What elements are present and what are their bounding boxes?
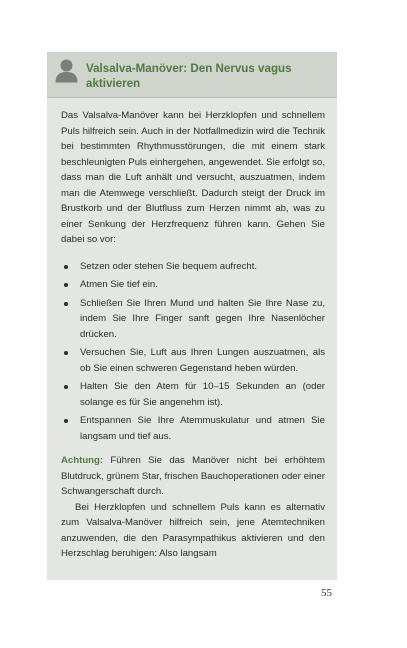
info-box-title: Valsalva-Manöver: Den Nervus vagus aktivieren	[86, 62, 292, 90]
closing-paragraph: Bei Herzklopfen und schnellem Puls kann es alternativ zum Valsalva-Manöver hilfreich sein, jene Atemtechniken anzuwenden, die den Parasympathikus aktivieren und den Herzschlag beruhigen: Also langsam	[61, 501, 325, 559]
list-item: Atmen Sie tief ein.	[61, 277, 325, 293]
warning-label: Achtung:	[61, 455, 104, 466]
list-item: Schließen Sie Ihren Mund und halten Sie Ihre Nase zu, indem Sie Ihre Finger sanft gegen Ihre Nasenlöcher drücken.	[61, 296, 325, 343]
list-item: Versuchen Sie, Luft aus Ihren Lungen auszuatmen, als ob Sie einen schweren Gegenstand heben würden.	[61, 345, 325, 376]
info-box	[47, 52, 337, 580]
info-box-header	[47, 52, 337, 98]
warning-text: Führen Sie das Manöver nicht bei erhöhtem Blutdruck, grünem Star, frischen Bauchoperationen oder einer Schwangerschaft durch.	[61, 455, 325, 497]
list-item: Halten Sie den Atem für 10–15 Sekunden an (oder solange es für Sie angenehm ist).	[61, 379, 325, 410]
list-item: Setzen oder stehen Sie bequem aufrecht.	[61, 259, 325, 275]
warning-paragraph	[61, 453, 325, 500]
page-number: 55	[321, 587, 332, 599]
intro-paragraph: Das Valsalva-Manöver kann bei Herzklopfen und schnellem Puls hilfreich sein. Auch in der Notfallmedizin wird die Technik bei bestimmten Rhythmusstörungen, die mit einem stark beschleunigten Puls einhergehen, angewendet. Sie erfolgt so, dass man die Luft anhält und versucht, auszuatmen, indem man die Atemwege verschließt. Dadurch steigt der Druck im Brustkorb und der Blutfluss zum Herzen nimmt ab, was zu einer Senkung der Herzfrequenz führen kann. Gehen Sie dabei so vor:	[61, 110, 325, 245]
person-icon	[54, 58, 79, 83]
info-box-body	[61, 108, 325, 562]
list-item: Entspannen Sie Ihre Atemmuskulatur und atmen Sie langsam und tief aus.	[61, 413, 325, 444]
steps-list	[61, 259, 325, 445]
